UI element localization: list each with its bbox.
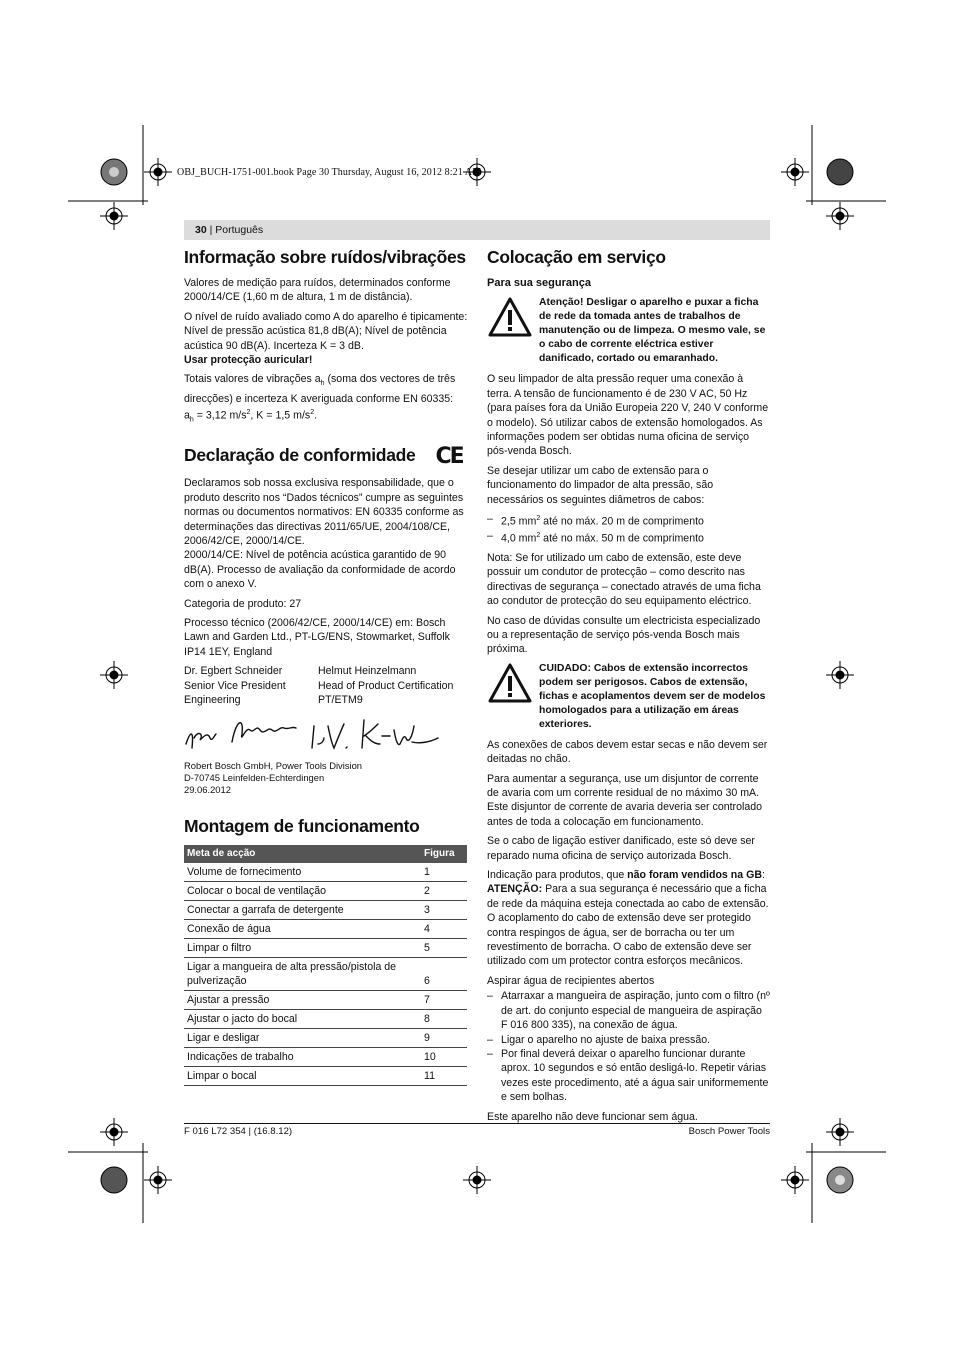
paragraph-9-a: ATENÇÃO: <box>487 883 543 896</box>
table-row <box>184 939 467 958</box>
cable-1-size: 2,5 mm <box>501 515 537 528</box>
table-row <box>184 991 467 1010</box>
book-info-line: OBJ_BUCH-1751-001.book Page 30 Thursday, August 16, 2012 8:21 AM <box>177 167 482 178</box>
right-column <box>487 246 770 1129</box>
table-row <box>184 1010 467 1029</box>
cell-action: Ligar e desligar <box>184 1029 421 1048</box>
paragraph-7: Se o cabo de ligação estiver danificado, este só deve ser reparado numa oficina de serviço autorizada Bosch. <box>487 835 755 862</box>
steps-list <box>487 989 770 1104</box>
paragraph-4: No caso de dúvidas consulte um electricista especializado ou a representação de serviço pós-venda Bosch mais próxima. <box>487 614 761 656</box>
cell-action: Limpar o filtro <box>184 939 421 958</box>
declaration-paragraph-2: 2000/14/CE: Nível de potência acústica garantido de 90 dB(A). Processo de avaliação da conformidade de acordo com o anexo V. <box>184 549 456 591</box>
mounting-title: Montagem de funcionamento <box>184 815 420 836</box>
cable-1-exp: 2 <box>536 515 541 523</box>
cable-2-size: 4,0 mm <box>501 532 537 545</box>
cell-figure: 3 <box>421 901 467 920</box>
warning-triangle-icon <box>487 662 539 732</box>
list-item <box>487 512 770 529</box>
warning-block-1 <box>487 296 770 366</box>
declaration-paragraph-4: Processo técnico (2006/42/CE, 2000/14/CE) em: Bosch Lawn and Garden Ltd., PT-LG/ENS, Stowmarket, Suffolk IP14 1EY, England <box>184 617 450 658</box>
company-info <box>184 760 468 797</box>
cell-figure: 9 <box>421 1029 467 1048</box>
signer-1 <box>184 664 318 707</box>
table-row <box>184 958 467 991</box>
paragraph-10: Aspirar água de recipientes abertos <box>487 974 655 987</box>
header-figure: Figura <box>421 845 467 863</box>
signer-2-name: Helmut Heinzelmann <box>318 665 417 678</box>
vibration-sub: h <box>320 380 325 388</box>
table-row <box>184 1048 467 1067</box>
cable-2-exp: 2 <box>536 532 541 539</box>
signer-2-dept: PT/ETM9 <box>318 694 363 707</box>
cell-figure: 7 <box>421 991 467 1010</box>
list-item: – Por final deverá deixar o aparelho funcionar durante aprox. 10 segundos e só então desligá-lo. Repetir várias vezes este procedimento, até a água sair uniformemente e sem bolhas. <box>487 1047 770 1105</box>
warning-text-1: Atenção! Desligar o aparelho e puxar a ficha de rede da tomada antes de trabalhos de manutenção ou de limpeza. O mesmo vale, se o cabo de corrente eléctrica estiver danificado, cortado ou emaranhado. <box>539 297 766 365</box>
vibration-paragraph <box>184 372 468 428</box>
cell-figure: 11 <box>421 1067 467 1086</box>
declaration-paragraph-3: Categoria de produto: 27 <box>184 597 302 610</box>
declaration-title-text: Declaração de conformidade <box>184 445 416 466</box>
cable-1-length: até no máx. 20 m de comprimento <box>540 515 704 528</box>
paragraph-11: Este aparelho não deve funcionar sem água. <box>487 1110 698 1123</box>
company-address: D-70745 Leinfelden-Echterdingen <box>184 771 325 783</box>
footer-doc-number: F 016 L72 354 | (16.8.12) <box>184 1126 293 1137</box>
noise-title: Informação sobre ruídos/vibrações <box>184 247 466 267</box>
paragraph-9-b: Para a sua segurança é necessário que a ficha de rede da máquina esteja conectada ao cabo de extensão. O acoplamento do cabo de extensão deve ser protegido contra respingos de água, ser de borracha ou ter um revestimento de borracha. O cabo de extensão deve ser utilizado com um protector contra esforços mecânicos. <box>487 883 769 968</box>
noise-paragraph-1: Valores de medição para ruídos, determinados conforme 2000/14/CE (1,60 m de altura, 1 m de distância). <box>184 277 451 304</box>
startup-title: Colocação em serviço <box>487 247 666 267</box>
cable-list <box>487 512 770 546</box>
handwritten-signatures <box>184 714 468 756</box>
vibration-a-sub: h <box>189 417 194 424</box>
cell-figure: 5 <box>421 939 467 958</box>
list-item <box>487 529 770 546</box>
header-action: Meta de acção <box>184 845 421 863</box>
safety-subtitle: Para sua segurança <box>487 277 591 289</box>
table-header-row <box>184 845 467 863</box>
page-header <box>184 220 770 240</box>
vibration-text-mid: (soma dos vectores de três direcções) e incerteza K averiguada conforme EN 60335: <box>184 373 456 405</box>
vibration-text-start: Totais valores de vibrações a <box>184 373 321 386</box>
paragraph-9 <box>487 882 770 968</box>
noise-paragraph-2: O nível de ruído avaliado como A do aparelho é tipicamente: Nível de pressão acústica 81,8 dB(A); Nível de potência acústica 90 dB(A). Incerteza K = 3 dB. <box>184 310 468 352</box>
cell-figure: 6 <box>421 958 467 991</box>
cell-figure: 8 <box>421 1010 467 1029</box>
warning-text-2: CUIDADO: Cabos de extensão incorrectos podem ser perigosos. Cabos de extensão, fichas e acoplamentos devem ser de modelos homologados para a utilização em áreas exteriores. <box>539 662 766 730</box>
company-date: 29.06.2012 <box>184 784 231 796</box>
cell-action: Ligar a mangueira de alta pressão/pistola de pulverização <box>184 958 421 991</box>
cell-figure: 2 <box>421 882 467 901</box>
cell-action: Indicações de trabalho <box>184 1048 421 1067</box>
signer-2 <box>318 664 468 707</box>
vibration-end: . <box>314 409 318 422</box>
header-language: Português <box>215 224 264 236</box>
warning-block-2 <box>487 662 770 732</box>
left-column <box>184 246 468 1086</box>
paragraph-8-c: : <box>761 869 765 882</box>
list-item: – Atarraxar a mangueira de aspiração, junto com o filtro (nº de art. do conjunto especial de mangueira de aspiração F 016 800 335), na conexão de água. <box>487 989 770 1032</box>
table-row <box>184 1029 467 1048</box>
paragraph-3: Nota: Se for utilizado um cabo de extensão, este deve possuir um condutor de protecção – como descrito nas directivas de segurança – conectado através de uma ficha ao condutor de protecção do seu equipamento eléctrico. <box>487 551 761 608</box>
vibration-exp: 2 <box>246 409 251 417</box>
cell-action: Volume de fornecimento <box>184 863 421 882</box>
paragraph-8-a: Indicação para produtos, que <box>487 869 628 882</box>
cable-2-length: até no máx. 50 m de comprimento <box>540 532 704 545</box>
cell-action: Conexão de água <box>184 920 421 939</box>
cell-figure: 4 <box>421 920 467 939</box>
cell-action: Ajustar a pressão <box>184 991 421 1010</box>
paragraph-8 <box>487 868 770 882</box>
paragraph-1: O seu limpador de alta pressão requer uma conexão à terra. A tensão de funcionamento é de 230 V AC, 50 Hz (para países fora da União Europeia 220 V, 240 V conforme o modelo). Só utilizar cabos de extensão homologados. As informações podem ser obtidas numa oficina de serviço pós-venda Bosch. <box>487 373 769 458</box>
actions-table <box>184 845 467 1086</box>
noise-warning: Usar protecção auricular! <box>184 354 313 367</box>
warning-triangle-icon <box>487 296 539 366</box>
table-row <box>184 1067 467 1086</box>
cell-action: Colocar o bocal de ventilação <box>184 882 421 901</box>
signer-1-title: Senior Vice President <box>184 679 286 692</box>
cell-figure: 1 <box>421 863 467 882</box>
table-row <box>184 920 467 939</box>
footer-brand: Bosch Power Tools <box>688 1126 770 1137</box>
list-item: – Ligar o aparelho no ajuste de baixa pressão. <box>487 1033 770 1047</box>
header-separator: | <box>209 224 213 236</box>
table-row <box>184 863 467 882</box>
declaration-paragraph-1: Declaramos sob nossa exclusiva responsabilidade, que o produto descrito nos “Dados técnicos” cumpre as seguintes normas ou documentos normativos: EN 60335 conforme as determinações das directivas 2011/65/UE, 2004/108/CE, 2006/42/CE, 2000/14/CE. <box>184 477 464 548</box>
signatures <box>184 714 468 756</box>
declaration-title <box>184 444 468 468</box>
ce-mark: CE <box>435 444 463 470</box>
cell-action: Limpar o bocal <box>184 1067 421 1086</box>
signer-2-title: Head of Product Certification <box>318 679 454 692</box>
paragraph-8-b: não foram vendidos na GB <box>627 869 762 882</box>
signers <box>184 664 468 707</box>
vibration-value: = 3,12 m/s <box>193 409 247 422</box>
cell-action: Ajustar o jacto do bocal <box>184 1010 421 1029</box>
company-name: Robert Bosch GmbH, Power Tools Division <box>184 759 363 771</box>
cell-figure: 10 <box>421 1048 467 1067</box>
cell-action: Conectar a garrafa de detergente <box>184 901 421 920</box>
paragraph-2: Se desejar utilizar um cabo de extensão para o funcionamento do limpador de alta pressão, são necessários os seguintes diâmetros de cabos: <box>487 464 714 506</box>
paragraph-6: Para aumentar a segurança, use um disjuntor de corrente de avaria com um corrente residual de no máximo 30 mA. Este disjuntor de corrente de avaria deveria ser controlado antes de toda a colocação em funcionamento. <box>487 772 763 828</box>
paragraph-5: As conexões de cabos devem estar secas e não devem ser deitadas no chão. <box>487 738 768 766</box>
page-number: 30 <box>195 224 207 236</box>
signer-1-dept: Engineering <box>184 694 241 707</box>
table-row <box>184 901 467 920</box>
vibration-a: a <box>184 409 190 422</box>
signer-1-name: Dr. Egbert Schneider <box>184 665 283 678</box>
table-row <box>184 882 467 901</box>
vibration-k-exp: 2 <box>310 409 315 417</box>
vibration-k: , K = 1,5 m/s <box>250 409 311 422</box>
footer-divider <box>184 1123 770 1124</box>
